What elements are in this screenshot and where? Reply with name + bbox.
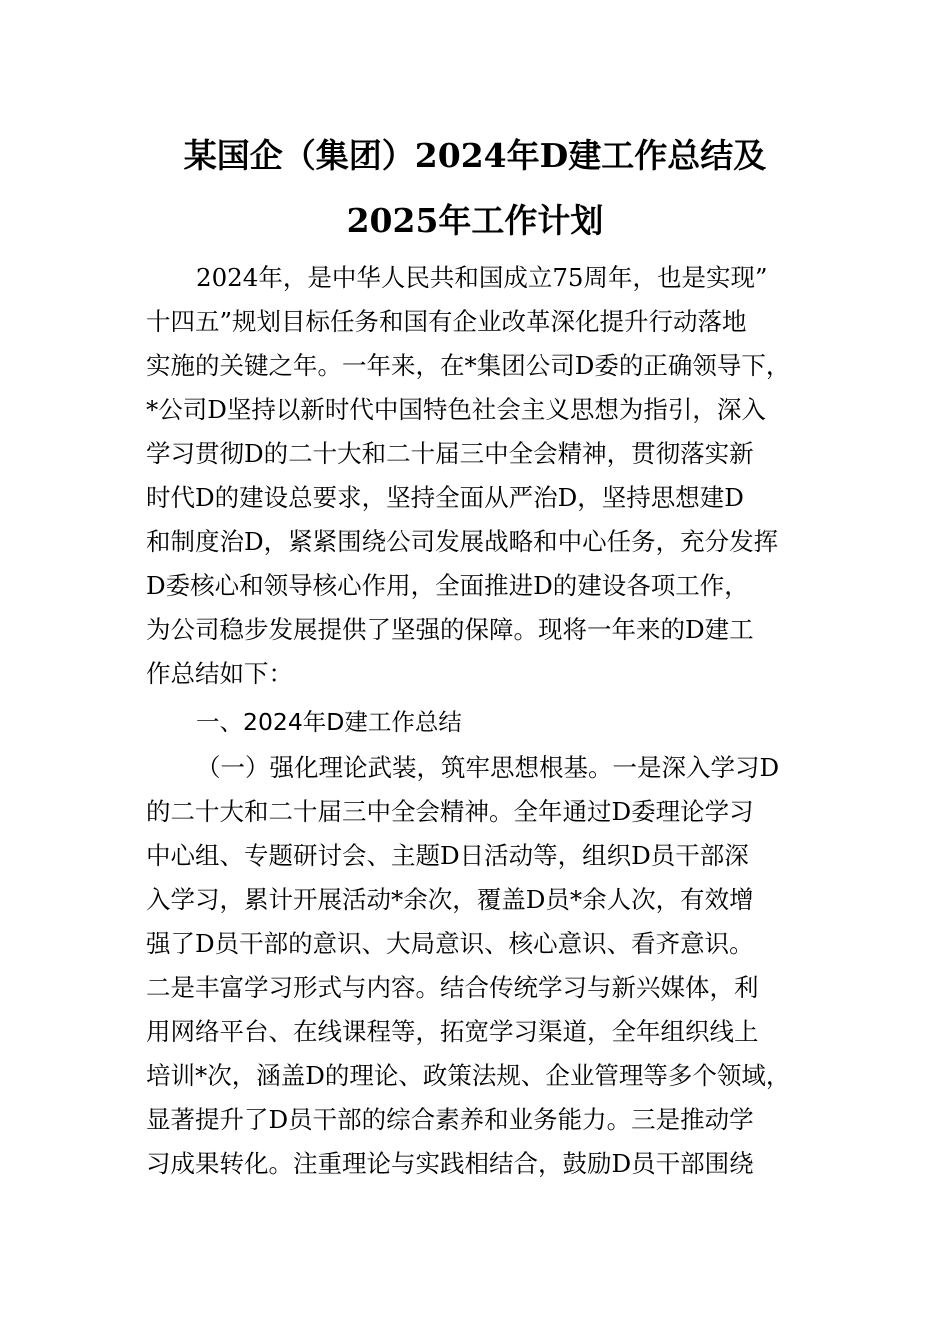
document-title-line-2: 2025年工作计划	[346, 201, 604, 240]
paragraph-line: 实施的关键之年。一年来，在*集团公司D委的正确领导下，	[146, 351, 791, 380]
paragraph-line: 十四五”规划目标任务和国有企业改革深化提升行动落地	[146, 307, 747, 336]
section-heading: 一、2024年D建工作总结	[196, 708, 462, 736]
paragraph-line: 习成果转化。注重理论与实践相结合，鼓励D员干部围绕	[146, 1149, 754, 1178]
paragraph-line: 强了D员干部的意识、大局意识、核心意识、看齐意识。	[146, 929, 754, 958]
paragraph-line: 培训*次，涵盖D的理论、政策法规、企业管理等多个领域，	[146, 1061, 791, 1090]
paragraph-line: 二是丰富学习形式与内容。结合传统学习与新兴媒体，利	[146, 973, 759, 1002]
paragraph-line: 2024年，是中华人民共和国成立75周年，也是实现”	[196, 263, 768, 292]
paragraph-line: *公司D坚持以新时代中国特色社会主义思想为指引，深入	[146, 395, 766, 424]
paragraph-line: 作总结如下：	[146, 659, 293, 688]
paragraph-line: 用网络平台、在线课程等，拓宽学习渠道，全年组织线上	[146, 1017, 759, 1046]
paragraph-line: （一）强化理论武装，筑牢思想根基。一是深入学习D	[196, 753, 780, 782]
paragraph-line: D委核心和领导核心作用，全面推进D的建设各项工作，	[146, 571, 749, 600]
paragraph-line: 时代D的建设总要求，坚持全面从严治D，坚持思想建D	[146, 483, 744, 512]
paragraph-line: 显著提升了D员干部的综合素养和业务能力。三是推动学	[146, 1105, 754, 1134]
paragraph-line: 入学习，累计开展活动*余次，覆盖D员*余人次，有效增	[146, 885, 754, 914]
paragraph-line: 中心组、专题研讨会、主题D日活动等，组织D员干部深	[146, 841, 749, 870]
paragraph-line: 的二十大和二十届三中全会精神。全年通过D委理论学习	[146, 797, 754, 826]
paragraph-line: 学习贯彻D的二十大和二十届三中全会精神，贯彻落实新	[146, 439, 754, 468]
paragraph-line: 和制度治D，紧紧围绕公司发展战略和中心任务，充分发挥	[146, 527, 779, 556]
paragraph-line: 为公司稳步发展提供了坚强的保障。现将一年来的D建工	[146, 615, 754, 644]
document-title-line-1: 某国企（集团）2024年D建工作总结及	[183, 136, 767, 175]
